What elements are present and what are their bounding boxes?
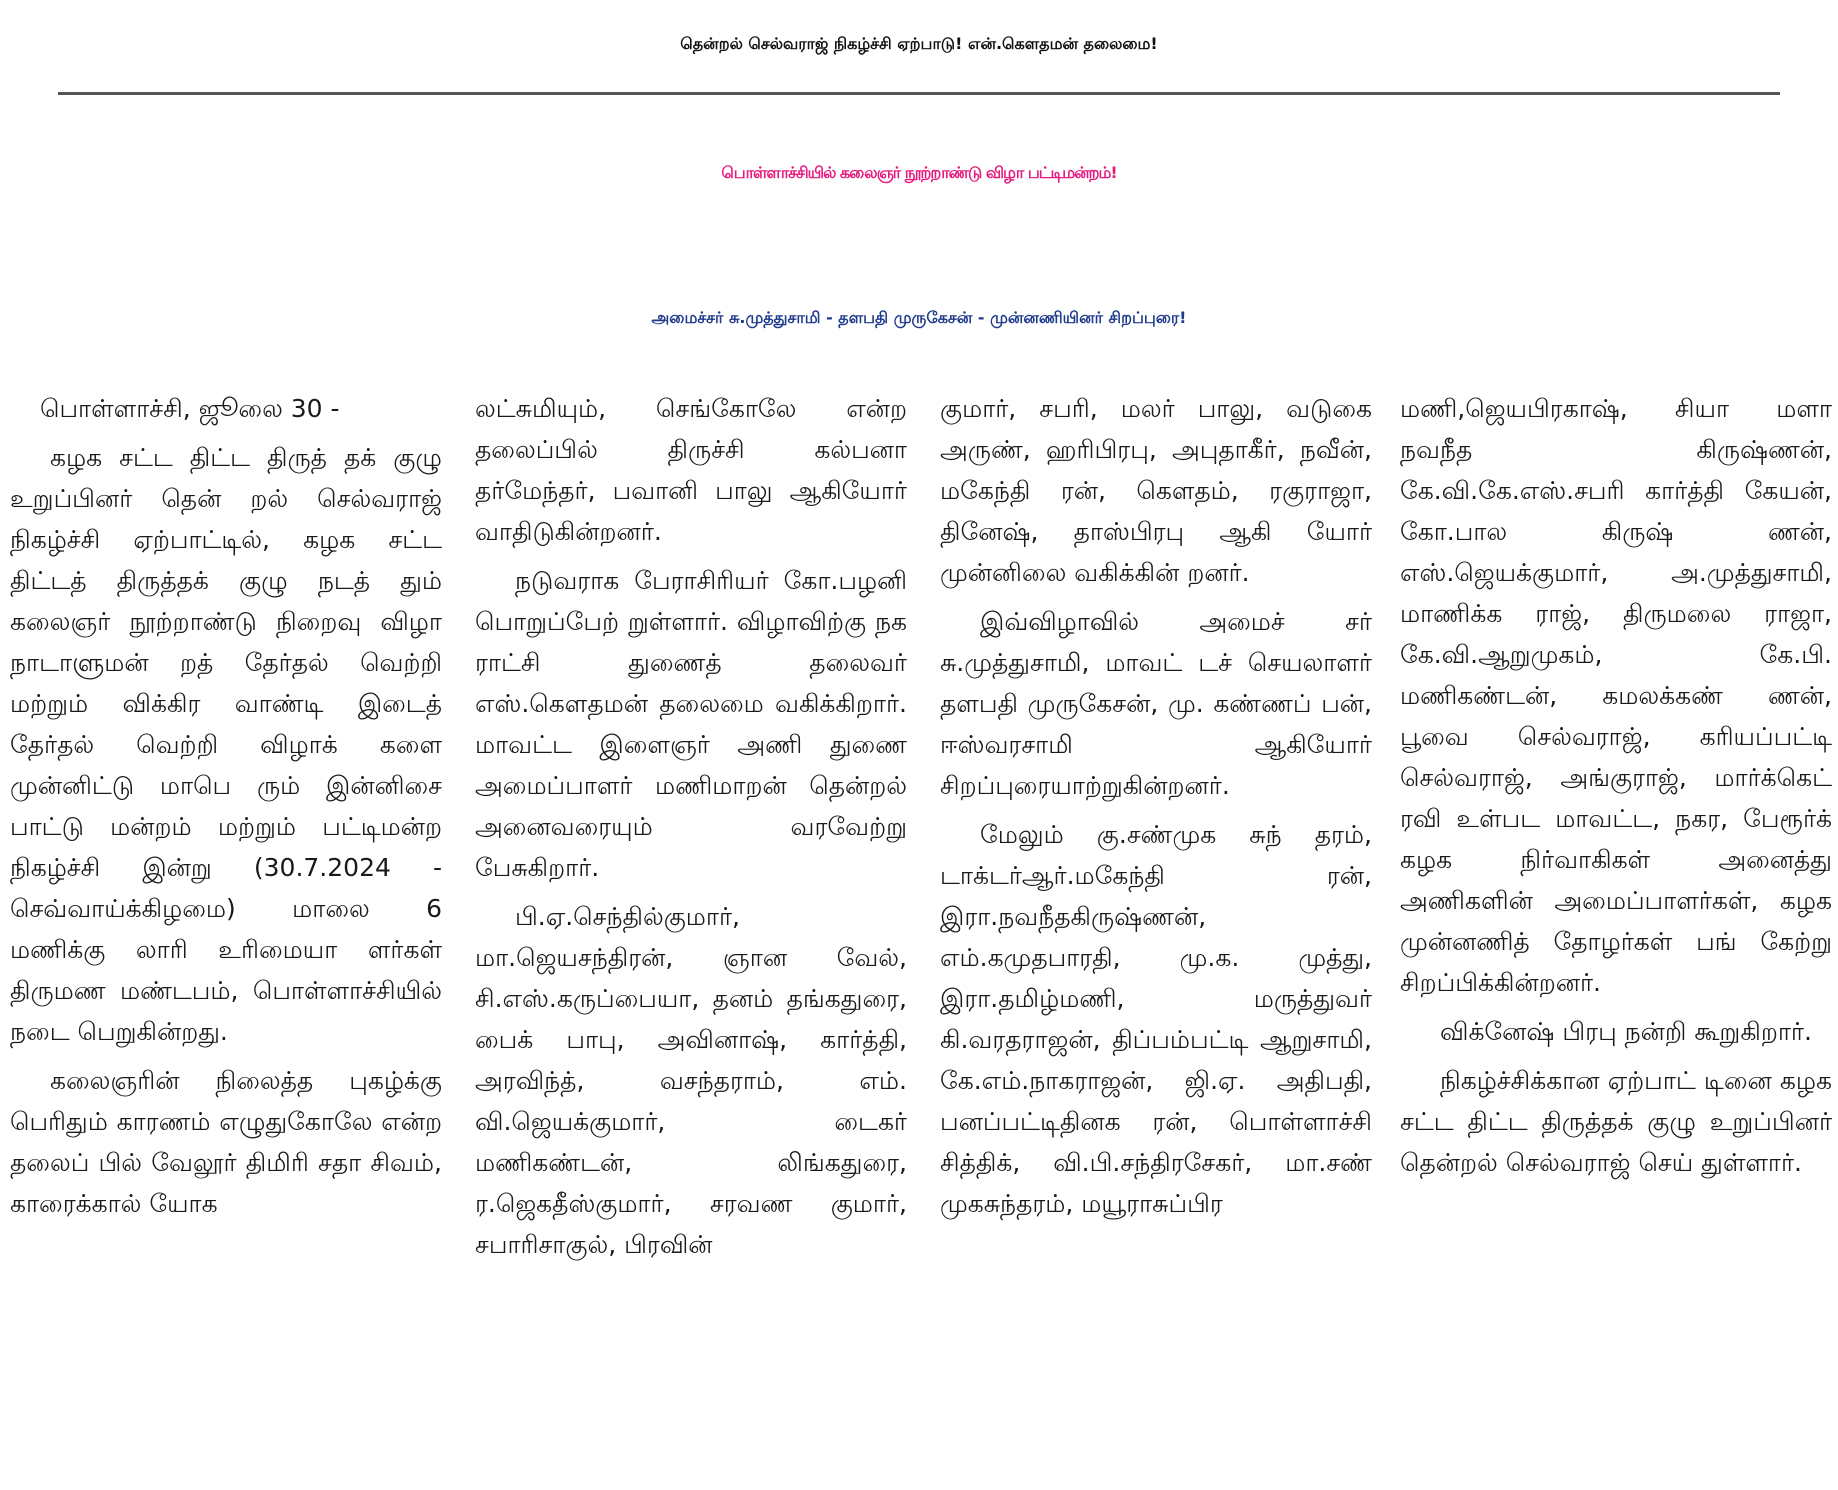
paragraph: பி.ஏ.செந்தில்குமார், மா.ஜெயசந்திரன், ஞான வேல், சி.எஸ்.கருப்பையா, தனம் தங்கதுரை, பைக் பாபு, அவினாஷ், கார்த்தி, அரவிந்த், வசந்தராம், எம். வி.ஜெயக்குமார், டைகர் மணிகண்டன், லிங்கதுரை, ர.ஜெகதீஸ்குமார், சரவண குமார், சபாரிசாகுல், பிரவின் xyxy=(475,902,907,1259)
paragraph: குமார், சபரி, மலர் பாலு, வடுகை அருண், ஹரிபிரபு, அபுதாகீர், நவீன், மகேந்தி ரன், கௌதம், ரகுராஜா, தினேஷ், தாஸ்பிரபு ஆகி யோர் முன்னிலை வகிக்கின் றனர். xyxy=(940,394,1372,587)
paragraph: மணி,ஜெயபிரகாஷ், சியா மளா நவநீத கிருஷ்ணன், கே.வி.கே.எஸ்.சபரி கார்த்தி கேயன், கோ.பால கிருஷ் ணன், எஸ்.ஜெயக்குமார், அ.முத்துசாமி, மாணிக்க ராஜ், திருமலை ராஜா, கே.வி.ஆறுமுகம், கே.பி. மணிகண்டன், கமலக்கண் ணன், பூவை செல்வராஜ், கரியப்பட்டி செல்வராஜ், அங்குராஜ், மார்க்கெட் ரவி உள்பட மாவட்ட, நகர, பேரூர்க் கழக நிர்வாகிகள் அனைத்து அணிகளின் அமைப்பாளர்கள், கழக முன்னணித் தோழர்கள் பங் கேற்று சிறப்பிக்கின்றனர். xyxy=(1400,394,1832,997)
paragraph: நடுவராக பேராசிரியர் கோ.பழனி பொறுப்பேற் றுள்ளார். விழாவிற்கு நக ராட்சி துணைத் தலைவர் எஸ்.கௌதமன் தலைமை வகிக்கிறார். மாவட்ட இளைஞர் அணி துணை அமைப்பாளர் மணிமாறன் தென்றல் அனைவரையும் வரவேற்று பேசுகிறார். xyxy=(475,566,907,882)
paragraph: நிகழ்ச்சிக்கான ஏற்பாட் டினை கழக சட்ட திட்ட திருத்தக் குழு உறுப்பினர் தென்றல் செல்வராஜ் செய் துள்ளார். xyxy=(1400,1066,1832,1177)
paragraph: மேலும் கு.சண்முக சுந் தரம், டாக்டர்ஆர்.மகேந்தி ரன், இரா.நவநீதகிருஷ்ணன், எம்.கமுதபாரதி, மு.க. முத்து, இரா.தமிழ்மணி, மருத்துவர் கி.வரதராஜன், திப்பம்பட்டி ஆறுசாமி, கே.எம்.நாகராஜன், ஜி.ஏ. அதிபதி, பனப்பட்டிதினக ரன், பொள்ளாச்சி சித்திக், வி.பி.சந்திரசேகர், மா.சண் முகசுந்தரம், மயூராசுப்பிர xyxy=(940,820,1372,1218)
paragraph: லட்சுமியும், செங்கோலே என்ற தலைப்பில் திருச்சி கல்பனா தர்மேந்தர், பவானி பாலு ஆகியோர் வாதிடுகின்றனர். xyxy=(475,394,907,546)
dateline: பொள்ளாச்சி, ஜூலை 30 - xyxy=(40,394,340,423)
paragraph: கழக சட்ட திட்ட திருத் தக் குழு உறுப்பினர் தென் றல் செல்வராஜ் நிகழ்ச்சி ஏற்பாட்டில், கழக சட்ட திட்டத் திருத்தக் குழு நடத் தும் கலைஞர் நூற்றாண்டு நிறைவு விழா நாடாளுமன் றத் தேர்தல் வெற்றி மற்றும் விக்கிர வாண்டி இடைத் தேர்தல் வெற்றி விழாக் களை முன்னிட்டு மாபெ ரும் இன்னிசை பாட்டு மன்றம் மற்றும் பட்டிமன்ற நிகழ்ச்சி இன்று (30.7.2024 - செவ்வாய்க்கிழமை) மாலை 6 மணிக்கு லாரி உரிமையா ளர்கள் திருமண மண்டபம், பொள்ளாச்சியில் நடை பெறுகின்றது. xyxy=(10,443,442,1046)
kicker-divider xyxy=(58,92,1780,95)
article-body xyxy=(0,388,1838,1480)
paragraph: விக்னேஷ் பிரபு நன்றி கூறுகிறார். xyxy=(1440,1017,1812,1046)
column-4 xyxy=(1400,388,1832,1480)
column-2 xyxy=(475,388,907,1480)
kicker-line: தென்றல் செல்வராஜ் நிகழ்ச்சி ஏற்பாடு! என்.கௌதமன் தலைமை! xyxy=(680,34,1158,53)
headline: பொள்ளாச்சியில் கலைஞர் நூற்றாண்டு விழா பட்டிமன்றம்! xyxy=(721,163,1117,182)
paragraph: கலைஞரின் நிலைத்த புகழ்க்கு பெரிதும் காரணம் எழுதுகோலே என்ற தலைப் பில் வேலூர் திமிரி சதா சிவம், காரைக்கால் யோக xyxy=(10,1066,442,1218)
column-3 xyxy=(940,388,1372,1480)
column-1 xyxy=(10,388,442,1480)
subheadline: அமைச்சர் சு.முத்துசாமி - தளபதி முருகேசன் - முன்னணியினர் சிறப்புரை! xyxy=(651,308,1187,327)
paragraph: இவ்விழாவில் அமைச் சர் சு.முத்துசாமி, மாவட் டச் செயலாளர் தளபதி முருகேசன், மு. கண்ணப் பன், ஈஸ்வரசாமி ஆகியோர் சிறப்புரையாற்றுகின்றனர். xyxy=(940,607,1372,800)
